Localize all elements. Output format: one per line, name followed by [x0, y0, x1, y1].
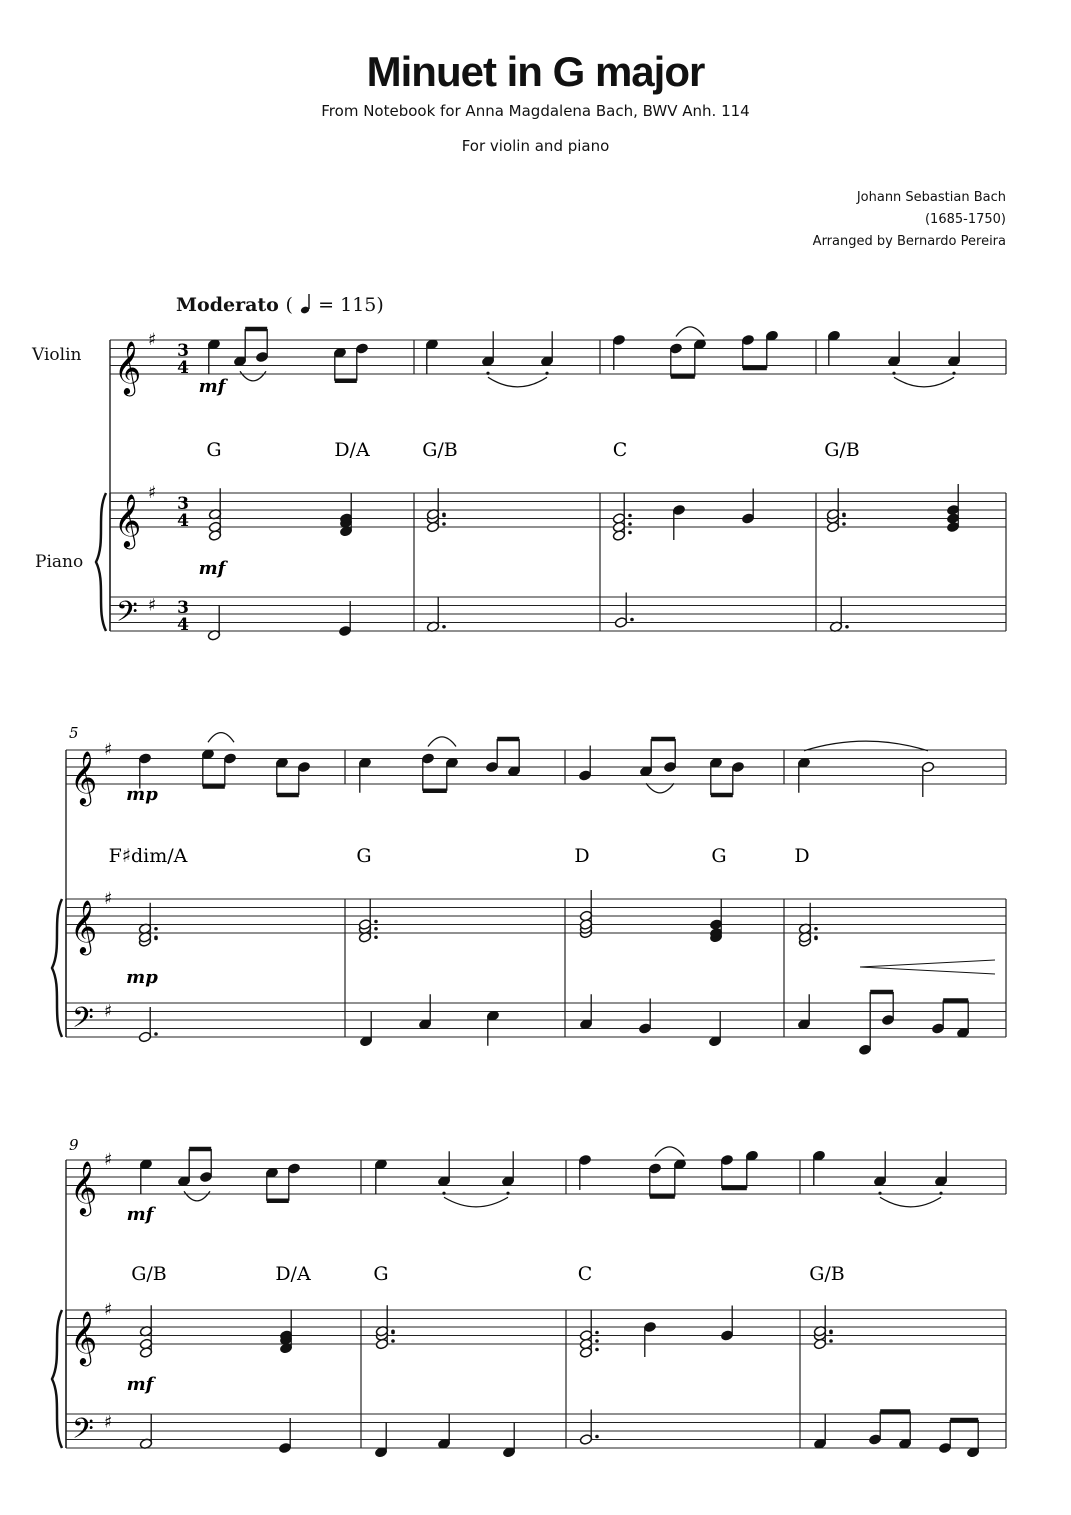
piano-brace: [96, 493, 106, 631]
dynamic-marking-violin: mf: [126, 1204, 154, 1225]
tempo-text: Moderato: [176, 294, 279, 316]
slur: [880, 1197, 941, 1207]
composer-name: Johann Sebastian Bach: [856, 190, 1006, 205]
chord-symbol: G: [206, 439, 222, 461]
staccato-dot: [939, 1192, 942, 1195]
dot: [814, 927, 818, 931]
bass-clef: 𝄢: [72, 1001, 94, 1042]
piano-brace: [52, 899, 62, 1037]
piano-treble-staff: [66, 1310, 1006, 1344]
slur: [804, 741, 928, 751]
chord-symbol: G/B: [131, 1263, 167, 1285]
dot: [374, 927, 378, 931]
tempo-paren-close: ): [376, 294, 384, 316]
slur: [184, 1191, 210, 1201]
dot: [391, 1329, 395, 1333]
dot: [374, 935, 378, 939]
piano-brace: [52, 1310, 62, 1448]
score-subtitle: From Notebook for Anna Magdalena Bach, BWV Anh. 114: [321, 102, 750, 120]
key-signature-sharp: ♯: [148, 483, 157, 503]
treble-clef: 𝄞: [70, 1310, 98, 1364]
chord-symbol: D/A: [275, 1263, 311, 1285]
dot: [842, 512, 846, 516]
composer-dates: (1685-1750): [924, 212, 1006, 227]
piano-bass-staff: [66, 1003, 1006, 1037]
dot: [628, 522, 632, 526]
piano-treble-staff: [66, 899, 1006, 933]
slur: [646, 783, 674, 793]
treble-clef: 𝄞: [70, 899, 98, 953]
chord-symbol: G/B: [809, 1263, 845, 1285]
time-signature-top: 3: [177, 494, 189, 514]
dot: [630, 618, 634, 622]
bass-clef: 𝄢: [116, 595, 138, 636]
dot: [628, 514, 632, 518]
staccato-dot: [952, 372, 955, 375]
treble-clef: 𝄞: [114, 493, 142, 547]
slur: [444, 1197, 508, 1207]
dot: [442, 522, 446, 526]
dot: [374, 920, 378, 924]
measure-number: 9: [69, 1136, 79, 1154]
bass-clef: 𝄢: [72, 1412, 94, 1453]
key-signature-sharp: ♯: [148, 330, 157, 350]
tempo-bpm: = 115: [318, 294, 377, 316]
key-signature-sharp: ♯: [104, 1300, 113, 1320]
dot: [595, 1339, 599, 1343]
chord-symbol: F♯dim/A: [108, 845, 188, 867]
chord-symbol: D: [794, 845, 810, 867]
slur: [428, 737, 456, 747]
dot: [595, 1435, 599, 1439]
crescendo-hairpin: [860, 960, 995, 974]
time-signature-bottom: 4: [177, 511, 189, 531]
dynamic-marking-piano: mp: [126, 967, 158, 988]
dot: [845, 625, 849, 629]
chord-symbol: C: [612, 439, 628, 461]
dot: [829, 1339, 833, 1343]
key-signature-sharp: ♯: [104, 889, 113, 909]
dot: [154, 935, 158, 939]
dot: [628, 531, 632, 535]
instrumentation-text: For violin and piano: [461, 137, 610, 155]
key-signature-sharp: ♯: [104, 740, 113, 760]
measure-number: 5: [69, 724, 79, 742]
dot: [442, 625, 446, 629]
chord-symbol: G: [356, 845, 372, 867]
dynamic-marking-violin: mp: [126, 784, 158, 805]
chord-symbol: D/A: [334, 439, 370, 461]
time-signature-top: 3: [177, 598, 189, 618]
key-signature-sharp: ♯: [104, 1412, 113, 1433]
key-signature-sharp: ♯: [104, 1001, 113, 1022]
chord-symbol: G: [373, 1263, 389, 1285]
time-signature-bottom: 4: [177, 615, 189, 635]
dynamic-marking-piano: mf: [198, 558, 226, 579]
staccato-dot: [506, 1192, 509, 1195]
dot: [442, 512, 446, 516]
slur: [488, 377, 547, 387]
time-signature-bottom: 4: [177, 358, 189, 378]
tempo-paren-open: (: [285, 294, 293, 316]
dot: [814, 935, 818, 939]
staccato-dot: [878, 1192, 881, 1195]
key-signature-sharp: ♯: [148, 595, 157, 616]
dynamic-marking-piano: mf: [126, 1374, 154, 1395]
dot: [391, 1339, 395, 1343]
time-signature-top: 3: [177, 341, 189, 361]
piano-bass-staff: [110, 597, 1006, 631]
treble-clef: 𝄞: [114, 340, 142, 394]
dot: [829, 1329, 833, 1333]
staccato-dot: [545, 372, 548, 375]
slur: [655, 1147, 684, 1157]
piano-label: Piano: [35, 552, 84, 572]
piano-treble-staff: [110, 493, 1006, 527]
chord-symbol: G/B: [422, 439, 458, 461]
treble-clef: 𝄞: [70, 1160, 98, 1214]
violin-label: Violin: [32, 345, 82, 365]
dynamic-marking-violin: mf: [198, 376, 226, 397]
slur: [208, 733, 234, 743]
violin-staff: [110, 340, 1006, 374]
staccato-dot: [442, 1192, 445, 1195]
slur: [676, 327, 704, 337]
dot: [842, 522, 846, 526]
score-title: Minuet in G major: [366, 48, 705, 95]
chord-symbol: C: [577, 1263, 593, 1285]
key-signature-sharp: ♯: [104, 1150, 113, 1170]
treble-clef: 𝄞: [70, 750, 98, 804]
dot: [154, 1032, 158, 1036]
chord-symbol: D: [574, 845, 590, 867]
staccato-dot: [486, 372, 489, 375]
dot: [595, 1331, 599, 1335]
staccato-dot: [892, 372, 895, 375]
piano-bass-staff: [66, 1414, 1006, 1448]
chord-symbol: G/B: [824, 439, 860, 461]
slur: [240, 371, 266, 381]
dot: [154, 927, 158, 931]
chord-symbol: G: [711, 845, 727, 867]
slur: [894, 377, 954, 387]
arranger-credit: Arranged by Bernardo Pereira: [812, 234, 1006, 249]
dot: [595, 1348, 599, 1352]
